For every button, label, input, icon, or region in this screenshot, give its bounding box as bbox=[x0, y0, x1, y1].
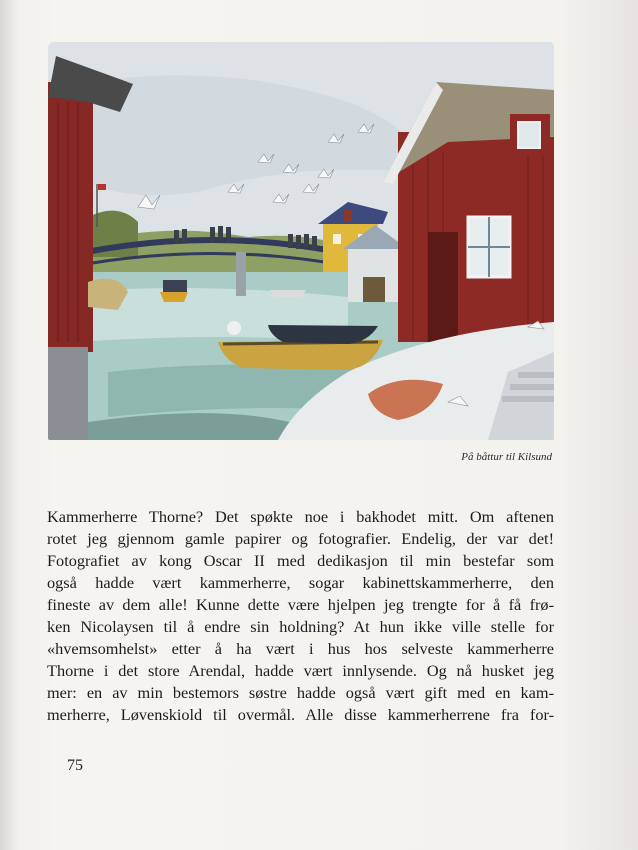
text-line: ken Nicolaysen til å endre sin holdning? At hun ikke ville stelle for bbox=[47, 617, 554, 636]
illustration-caption: På båttur til Kilsund bbox=[461, 451, 552, 463]
text-line: Fotografiet av kong Oscar II med dedikasjon til min bestefar som bbox=[47, 551, 554, 570]
body-paragraph bbox=[47, 506, 554, 726]
text-line: også hadde vært kammerherre, sogar kabinettskammerherre, den bbox=[47, 573, 554, 592]
text-line: mer: en av min bestemors søstre hadde også vært gift med en kam- bbox=[47, 683, 554, 702]
text-line: Kammerherre Thorne? Det spøkte noe i bakhodet mitt. Om aftenen bbox=[47, 507, 554, 526]
harbor-illustration bbox=[48, 42, 554, 440]
text-line: fineste av dem alle! Kunne dette være hjelpen jeg trengte for å få frø- bbox=[47, 595, 554, 614]
text-line: rotet jeg gjennom gamle papirer og fotografier. Endelig, der var det! bbox=[47, 529, 554, 548]
page-number: 75 bbox=[67, 757, 83, 774]
text-line: «hvemsomhelst» etter å ha vært i hus hos selveste kammerherre bbox=[47, 639, 554, 658]
harbor-painting bbox=[48, 42, 554, 440]
text-line: Thorne i det store Arendal, hadde vært innlysende. Og nå husket jeg bbox=[47, 661, 554, 680]
text-line: merherre, Løvenskiold til overmål. Alle disse kammerherrene fra for- bbox=[47, 705, 554, 724]
